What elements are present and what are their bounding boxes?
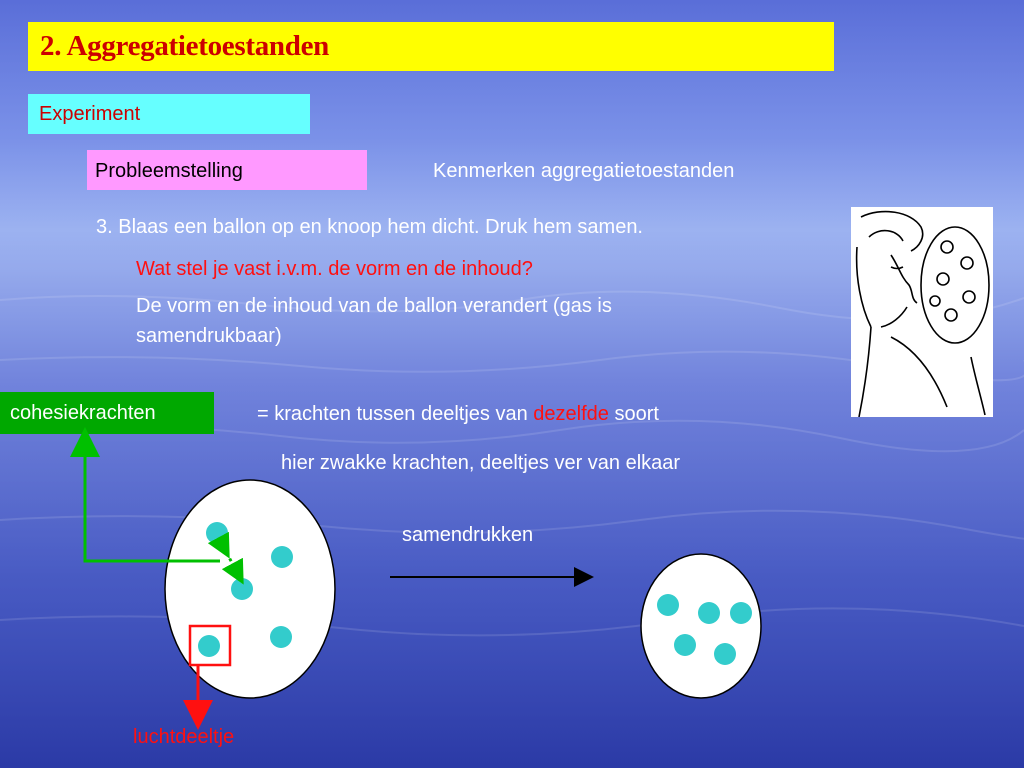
answer-line-1: De vorm en de inhoud van de ballon verandert (gas is (136, 295, 612, 317)
air-particle (714, 643, 736, 665)
air-particle (657, 594, 679, 616)
air-particle (271, 546, 293, 568)
compress-label: samendrukken (402, 524, 534, 546)
air-particle (698, 602, 720, 624)
air-particle (730, 602, 752, 624)
topic-text: Kenmerken aggregatietoestanden (433, 160, 735, 182)
air-particle (270, 626, 292, 648)
definition-prefix: = krachten tussen deeltjes van (257, 403, 534, 425)
cohesion-label: cohesiekrachten (10, 402, 156, 424)
slide-title: 2. Aggregatietoestanden (40, 30, 329, 62)
air-particle (674, 634, 696, 656)
experiment-label: Experiment (39, 103, 141, 125)
air-particle (206, 522, 228, 544)
air-particle (198, 635, 220, 657)
air-particle (231, 578, 253, 600)
balloon-compressed (641, 554, 761, 698)
problem-label: Probleemstelling (95, 160, 243, 182)
answer-line-2: samendrukbaar) (136, 325, 282, 347)
definition-highlight: dezelfde (533, 403, 609, 425)
step-instruction: 3. Blaas een ballon op en knoop hem dicht. Druk hem samen. (96, 216, 643, 238)
particle-label: luchtdeeltje (133, 726, 235, 748)
weak-forces-note: hier zwakke krachten, deeltjes ver van elkaar (281, 452, 681, 474)
question-text: Wat stel je vast i.v.m. de vorm en de inhoud? (136, 258, 533, 280)
definition-suffix: soort (608, 403, 659, 425)
